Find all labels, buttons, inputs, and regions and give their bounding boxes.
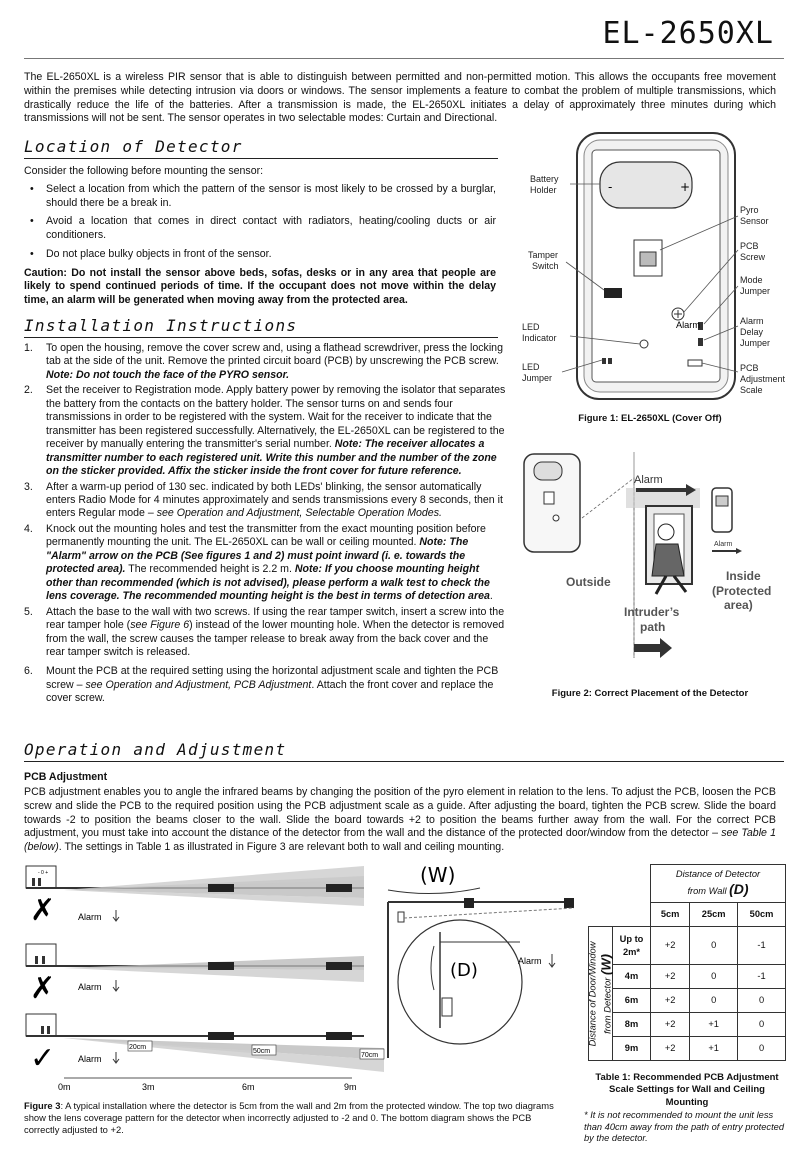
- figure2-placement-diagram: [516, 448, 788, 682]
- figure1-detector-diagram: [516, 128, 788, 412]
- svg-text:PCB: PCB: [740, 363, 759, 373]
- svg-text:LED: LED: [522, 322, 540, 332]
- detail-magnifier: [398, 920, 522, 1044]
- table-door-header: Distance of Door/Window from Detector (W): [589, 927, 613, 1061]
- svg-text:Holder: Holder: [530, 185, 557, 195]
- svg-text:3m: 3m: [142, 1082, 155, 1092]
- table-col-header: 5cm: [651, 903, 690, 927]
- svg-text:- 0 +: - 0 +: [38, 870, 49, 876]
- figure3-coverage-diagram: [24, 858, 582, 1098]
- table1: [588, 864, 786, 1061]
- install-step-2: 2. Set the receiver to Registration mode. Apply battery power by removing the isolator that separates the battery from the contacts on the battery holder. The sensor turns on and sends four transmissions in order to be registered with the system. Wait for the receiver to indicate that the transmitter has been registered successfully. Alternatively, the EL-2650XL can be registered to the receiver by manually entering the transmitter's serial number. Note: The receiver allocates a transmitter number to each registered unit. Write this number and the number of the zone on the sticker provided. Affix the sticker inside the front cover for future reference.: [24, 384, 506, 478]
- svg-text:area): area): [724, 598, 753, 612]
- wrong-x-icon: ✗: [30, 893, 56, 928]
- install-step-3: 3. After a warm-up period of 130 sec. indicated by both LEDs' blinking, the sensor automatically enters Radio Mode for 4 minutes approximately and sends transmissions every 8 seconds, then it enters Regular mode – see Operation and Adjustment, Selectable Operation Modes.: [24, 480, 503, 520]
- svg-text:Alarm: Alarm: [78, 1054, 102, 1064]
- svg-text:50cm: 50cm: [253, 1048, 271, 1055]
- svg-text:(Protected: (Protected: [712, 584, 772, 598]
- tamper-switch-shape: [604, 288, 622, 298]
- caution-text: Caution: Do not install the sensor above beds, sofas, desks or in any area that people are likely to spend continued periods of time. If the occupant does not move within the delay time, an alarm will be generated when moving away from the protected area.: [24, 266, 496, 307]
- model-title: EL-2650XL: [602, 16, 774, 51]
- svg-text:Delay: Delay: [740, 327, 764, 337]
- list-item: • Avoid a location that comes in direct contact with radiators, heating/cooling ducts or air conditioners.: [30, 215, 496, 242]
- list-item: • Do not place bulky objects in front of the sensor.: [30, 247, 272, 260]
- coverage-row-plus2: [26, 1014, 384, 1076]
- table1-footnote: * It is not recommended to mount the unit less than 40cm away from the path of entry protected by the detector.: [584, 1110, 784, 1144]
- svg-text:9m: 9m: [344, 1082, 357, 1092]
- svg-text:Alarm: Alarm: [676, 320, 700, 330]
- svg-text:Alarm: Alarm: [518, 956, 542, 966]
- table-row: Distance of Door/Window from Detector (W) Up to 2m* +2 0 -1: [589, 927, 786, 965]
- svg-text:Adjustment: Adjustment: [740, 374, 786, 384]
- svg-text:Alarm: Alarm: [78, 912, 102, 922]
- svg-text:Jumper: Jumper: [522, 373, 553, 383]
- location-heading: Location of Detector: [24, 137, 243, 156]
- svg-text:(W): (W): [420, 863, 456, 887]
- installation-steps: [24, 342, 508, 708]
- install-step-6: 6. Mount the PCB at the required setting using the horizontal adjustment scale and tighten the PCB screw – see Operation and Adjustment, PCB Adjustment. Attach the front cover and replace the cover screw.: [24, 665, 499, 705]
- install-step-1: 1. To open the housing, remove the cover screw and, using a flathead screwdriver, press the locking tab at the side of the unit. Remove the printed circuit board (PCB) by unscrewing the PCB screw. Note: Do not touch the face of the PYRO sensor.: [24, 342, 503, 381]
- battery-icon: [600, 162, 692, 208]
- table-row: 6m +2 0 0: [589, 989, 786, 1013]
- bullet-glyph: •: [30, 182, 34, 195]
- table-col-header: 25cm: [690, 903, 738, 927]
- table-row: 9m +2 +1 0: [589, 1037, 786, 1061]
- svg-text:Indicator: Indicator: [522, 333, 557, 343]
- location-section: [24, 165, 496, 308]
- bullet-glyph: •: [30, 215, 34, 228]
- location-bullets: [24, 183, 496, 262]
- correct-check-icon: ✓: [30, 1041, 56, 1076]
- svg-text:Outside: Outside: [566, 575, 611, 589]
- svg-text:Battery: Battery: [530, 174, 559, 184]
- svg-text:Intruder’s: Intruder’s: [624, 605, 680, 619]
- operation-heading-rule: [24, 761, 784, 762]
- figure1-caption: Figure 1: EL-2650XL (Cover Off): [578, 413, 722, 424]
- svg-text:20cm: 20cm: [129, 1044, 147, 1051]
- install-step-5: 5. Attach the base to the wall with two screws. If using the rear tamper switch, insert a screw into the rear tamper hole (see Figure 6) instead of the lower mounting hole. When the detector is removed from the wall, the screw causes the tamper release to break away from the back cover and the rear tamper switch is released.: [24, 605, 505, 658]
- install-step-4: 4. Knock out the mounting holes and test the transmitter from the exact mounting position before permanently mounting the unit. The EL-2650XL can be wall or ceiling mounted. Note: The "Alarm" arrow on the PCB (See figures 1 and 2) must point inward (i. e. towards the protected area). The recommended height is 2.2 m. Note: If you choose mounting height other than recommended (which is not advised), please perform a walk test to check the lens coverage. The recommended mounting height is the best in terms of detection area.: [24, 522, 493, 603]
- svg-text:Jumper: Jumper: [740, 286, 771, 296]
- table-row: 4m +2 0 -1: [589, 965, 786, 989]
- table-wall-header: Distance of Detector from Wall (D): [651, 865, 786, 903]
- figure2-caption: Figure 2: Correct Placement of the Detector: [551, 688, 749, 699]
- intro-paragraph: The EL-2650XL is a wireless PIR sensor that is able to distinguish between permitted and non-permitted motion. This allows the occupants free movement within the premises while detecting intrusion via doors or windows. The sensor implements a feature to combat the problem of multiple transmissions, which drastically reduce the life of the batteries. After a transmission is made, the EL-2650XL initiates a delay of approximately three minutes during which transmissions will not be sent. The sensor operates in two selectable modes: Curtain and Directional.: [24, 71, 776, 125]
- svg-text:PCB: PCB: [740, 241, 759, 251]
- svg-text:LED: LED: [522, 362, 540, 372]
- svg-text:(D): (D): [450, 960, 478, 981]
- svg-text:Tamper: Tamper: [528, 250, 559, 260]
- svg-text:Screw: Screw: [740, 252, 766, 262]
- svg-text:70cm: 70cm: [361, 1052, 379, 1059]
- table-col-header: 50cm: [738, 903, 786, 927]
- step-note: Note: Do not touch the face of the PYRO sensor.: [46, 368, 290, 381]
- header-divider: [24, 58, 784, 59]
- step-note: Note: The receiver allocates a transmitter number to each registered unit. Write this number and the number of the zone on the sticker provided. Affix the sticker inside the front cover for future reference.: [46, 438, 497, 478]
- svg-text:Alarm: Alarm: [714, 541, 733, 548]
- table1-caption: Table 1: Recommended PCB Adjustment Scale Settings for Wall and Ceiling Mounting: [595, 1072, 779, 1108]
- table-row: 8m +2 +1 0: [589, 1013, 786, 1037]
- svg-text:6m: 6m: [242, 1082, 255, 1092]
- operation-heading: Operation and Adjustment: [24, 740, 287, 759]
- svg-text:-: -: [608, 180, 613, 194]
- svg-text:Mode: Mode: [740, 275, 763, 285]
- pcb-adjustment-title: PCB Adjustment: [24, 771, 108, 783]
- location-lead: Consider the following before mounting the sensor:: [24, 165, 264, 177]
- coverage-row-zero: [26, 944, 364, 1006]
- svg-text:Alarm: Alarm: [78, 982, 102, 992]
- installation-heading: Installation Instructions: [24, 316, 298, 335]
- svg-text:Jumper: Jumper: [740, 338, 771, 348]
- svg-text:path: path: [640, 620, 666, 634]
- led-shape: [640, 340, 648, 348]
- list-item: • Select a location from which the pattern of the sensor is most likely to be crossed by a burglar, should there be a break in.: [30, 182, 496, 209]
- intruder-path-arrow-icon: [634, 638, 672, 658]
- bullet-glyph: •: [30, 247, 34, 260]
- svg-text:Scale: Scale: [740, 385, 763, 395]
- wrong-x-icon: ✗: [30, 971, 56, 1006]
- coverage-row-minus2: [26, 866, 364, 928]
- intruder-figure-icon: [658, 524, 674, 540]
- svg-text:0m: 0m: [58, 1082, 71, 1092]
- pcb-adjustment-text: PCB adjustment enables you to angle the infrared beams by changing the position of the pyro element in relation to the lens. To adjust the PCB, loosen the PCB screw and slide the PCB to the required position using the PCB adjustment scale as a guide. After adjusting the board, tighten the PCB screw. Slide the board towards -2 to position the beams closer to the wall. Slide the board towards +2 to position the beams further away from the wall. For the correct PCB adjustment, you must take into account the distance of the detector from the wall and the distance of the protected door/window from the detector – see Table 1 (below). The settings in Table 1 as illustrated in Figure 3 are relevant both to wall and ceiling mounting.: [24, 786, 776, 854]
- installation-heading-rule: [24, 337, 498, 338]
- location-heading-rule: [24, 158, 498, 159]
- svg-text:Sensor: Sensor: [740, 216, 769, 226]
- svg-text:Alarm: Alarm: [634, 474, 663, 486]
- svg-text:Switch: Switch: [532, 261, 559, 271]
- svg-text:+: +: [680, 180, 691, 194]
- svg-text:Pyro: Pyro: [740, 205, 759, 215]
- svg-text:Alarm: Alarm: [740, 316, 764, 326]
- svg-text:Inside: Inside: [726, 569, 761, 583]
- figure3-caption: Figure 3: A typical installation where the detector is 5cm from the wall and 2m from the protected window. The top two diagrams show the lens coverage pattern for the detector when incorrectly adjusted to -2 and 0. The bottom diagram shows the PCB correctly adjusted to +2.: [24, 1100, 554, 1135]
